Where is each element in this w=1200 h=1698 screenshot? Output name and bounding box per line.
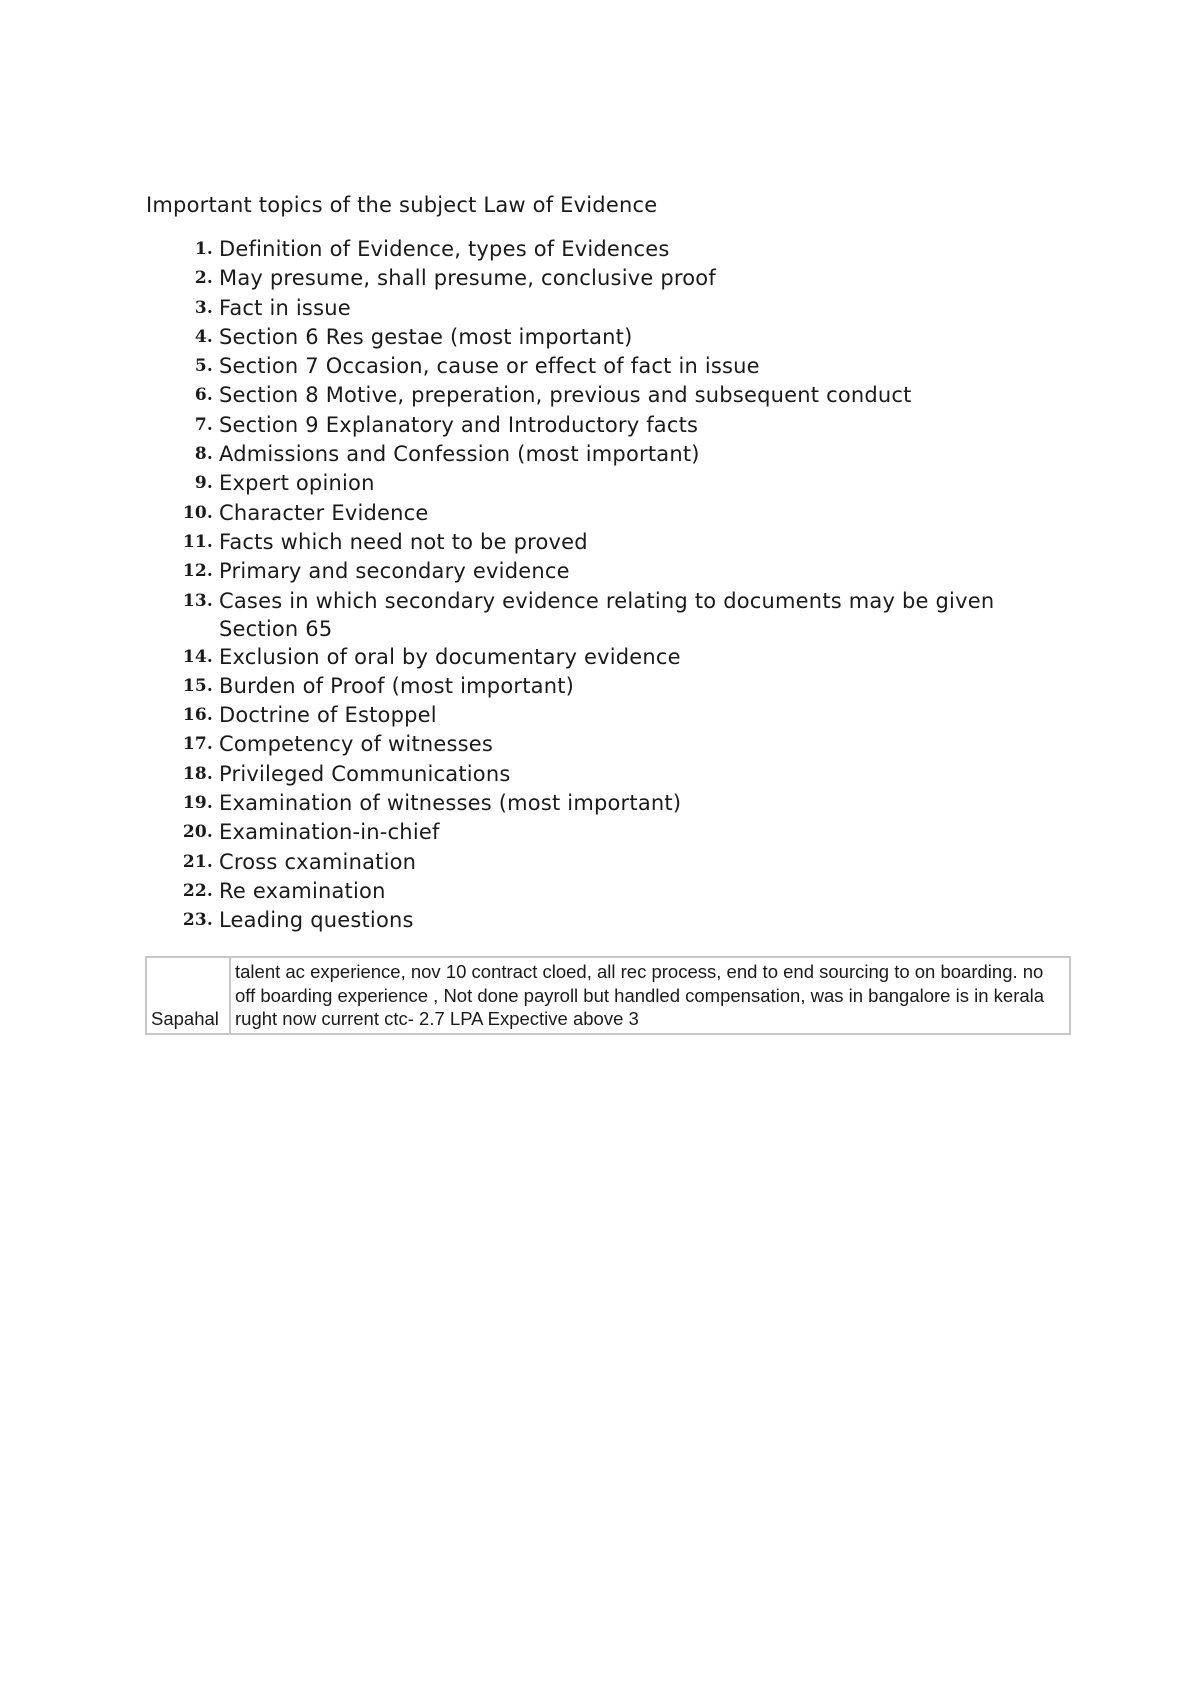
topic-item: [146, 789, 1066, 818]
topic-text: Primary and secondary evidence: [219, 559, 570, 584]
note-table: [145, 956, 1071, 1035]
topic-text: Examination of witnesses (most important): [219, 791, 682, 816]
topic-number: 20.: [182, 822, 213, 843]
topic-item: [146, 499, 1066, 528]
topic-text: Section 8 Motive, preperation, previous and subsequent conduct: [219, 383, 912, 408]
topic-item: [146, 848, 1066, 877]
topic-number: 10.: [182, 502, 213, 523]
topic-list: [146, 235, 1066, 936]
topic-number: 11.: [182, 531, 213, 552]
topic-text: Facts which need not to be proved: [219, 529, 588, 554]
topic-item: [146, 528, 1066, 557]
topic-item: [146, 381, 1066, 410]
topic-number: 9.: [194, 473, 213, 494]
topic-text: Expert opinion: [219, 471, 375, 496]
topic-item: [146, 411, 1066, 440]
topic-text: Re examination: [219, 878, 386, 903]
topic-item: [146, 440, 1066, 469]
topic-item: [146, 235, 1066, 264]
topic-text: Section 7 Occasion, cause or effect of fact in issue: [219, 354, 760, 379]
topic-number: 2.: [194, 268, 213, 289]
topic-text: Privileged Communications: [219, 761, 511, 786]
topic-item: [146, 701, 1066, 730]
topic-number: 18.: [182, 763, 213, 784]
topic-number: 23.: [182, 910, 213, 931]
topic-number: 6.: [194, 385, 213, 406]
topic-number: 22.: [182, 880, 213, 901]
topic-item: [146, 643, 1066, 672]
topic-number: 12.: [182, 561, 213, 582]
topic-number: 3.: [194, 297, 213, 318]
topic-item: [146, 877, 1066, 906]
topic-item: [146, 760, 1066, 789]
topic-number: 1.: [194, 239, 213, 259]
topic-item: [146, 352, 1066, 381]
topic-item: [146, 557, 1066, 586]
topic-text: Definition of Evidence, types of Evidences: [219, 237, 670, 261]
topic-text: Cross cxamination: [219, 849, 417, 874]
topic-item: [146, 323, 1066, 352]
topic-number: 7.: [194, 414, 213, 435]
topic-item: [146, 587, 1066, 643]
topic-item: [146, 818, 1066, 847]
topic-item: [146, 730, 1066, 759]
note-table-row: [146, 957, 1070, 1034]
topic-text: Fact in issue: [219, 295, 351, 320]
note-text-cell: talent ac experience, nov 10 contract cloed, all rec process, end to end sourcing to on boarding. no off boarding experience , Not done payroll but handled compensation, was in bangalore is in kerala rught now current ctc- 2.7 LPA Expective above 3: [230, 957, 1070, 1034]
topic-number: 5.: [194, 356, 213, 377]
topic-text: Section 6 Res gestae (most important): [219, 324, 633, 349]
note-name-cell: Sapahal: [146, 957, 230, 1034]
topic-text: Leading questions: [219, 908, 414, 933]
topic-number: 19.: [182, 793, 213, 814]
topic-text: Doctrine of Estoppel: [219, 703, 437, 728]
topic-number: 13.: [182, 590, 213, 611]
document-heading: Important topics of the subject Law of Evidence: [146, 193, 658, 217]
topic-text: Cases in which secondary evidence relating to documents may be given Section 65: [219, 588, 995, 641]
topic-number: 17.: [182, 734, 213, 755]
topic-text: Admissions and Confession (most important): [219, 442, 700, 467]
topic-number: 16.: [182, 705, 213, 726]
topic-text: Section 9 Explanatory and Introductory facts: [219, 412, 699, 437]
topic-item: [146, 469, 1066, 498]
topic-number: 4.: [194, 326, 213, 347]
topic-text: Character Evidence: [219, 500, 429, 525]
topic-item: [146, 672, 1066, 701]
topic-number: 14.: [182, 646, 213, 667]
topic-number: 8.: [194, 444, 213, 465]
topic-number: 21.: [182, 851, 213, 872]
topic-text: Competency of witnesses: [219, 732, 494, 757]
topic-text: Exclusion of oral by documentary evidence: [219, 644, 681, 669]
topic-text: May presume, shall presume, conclusive proof: [219, 266, 716, 291]
topic-number: 15.: [182, 675, 213, 696]
topic-text: Burden of Proof (most important): [219, 673, 575, 698]
topic-item: [146, 906, 1066, 935]
topic-item: [146, 294, 1066, 323]
topic-item: [146, 264, 1066, 293]
topic-text: Examination-in-chief: [219, 820, 440, 845]
